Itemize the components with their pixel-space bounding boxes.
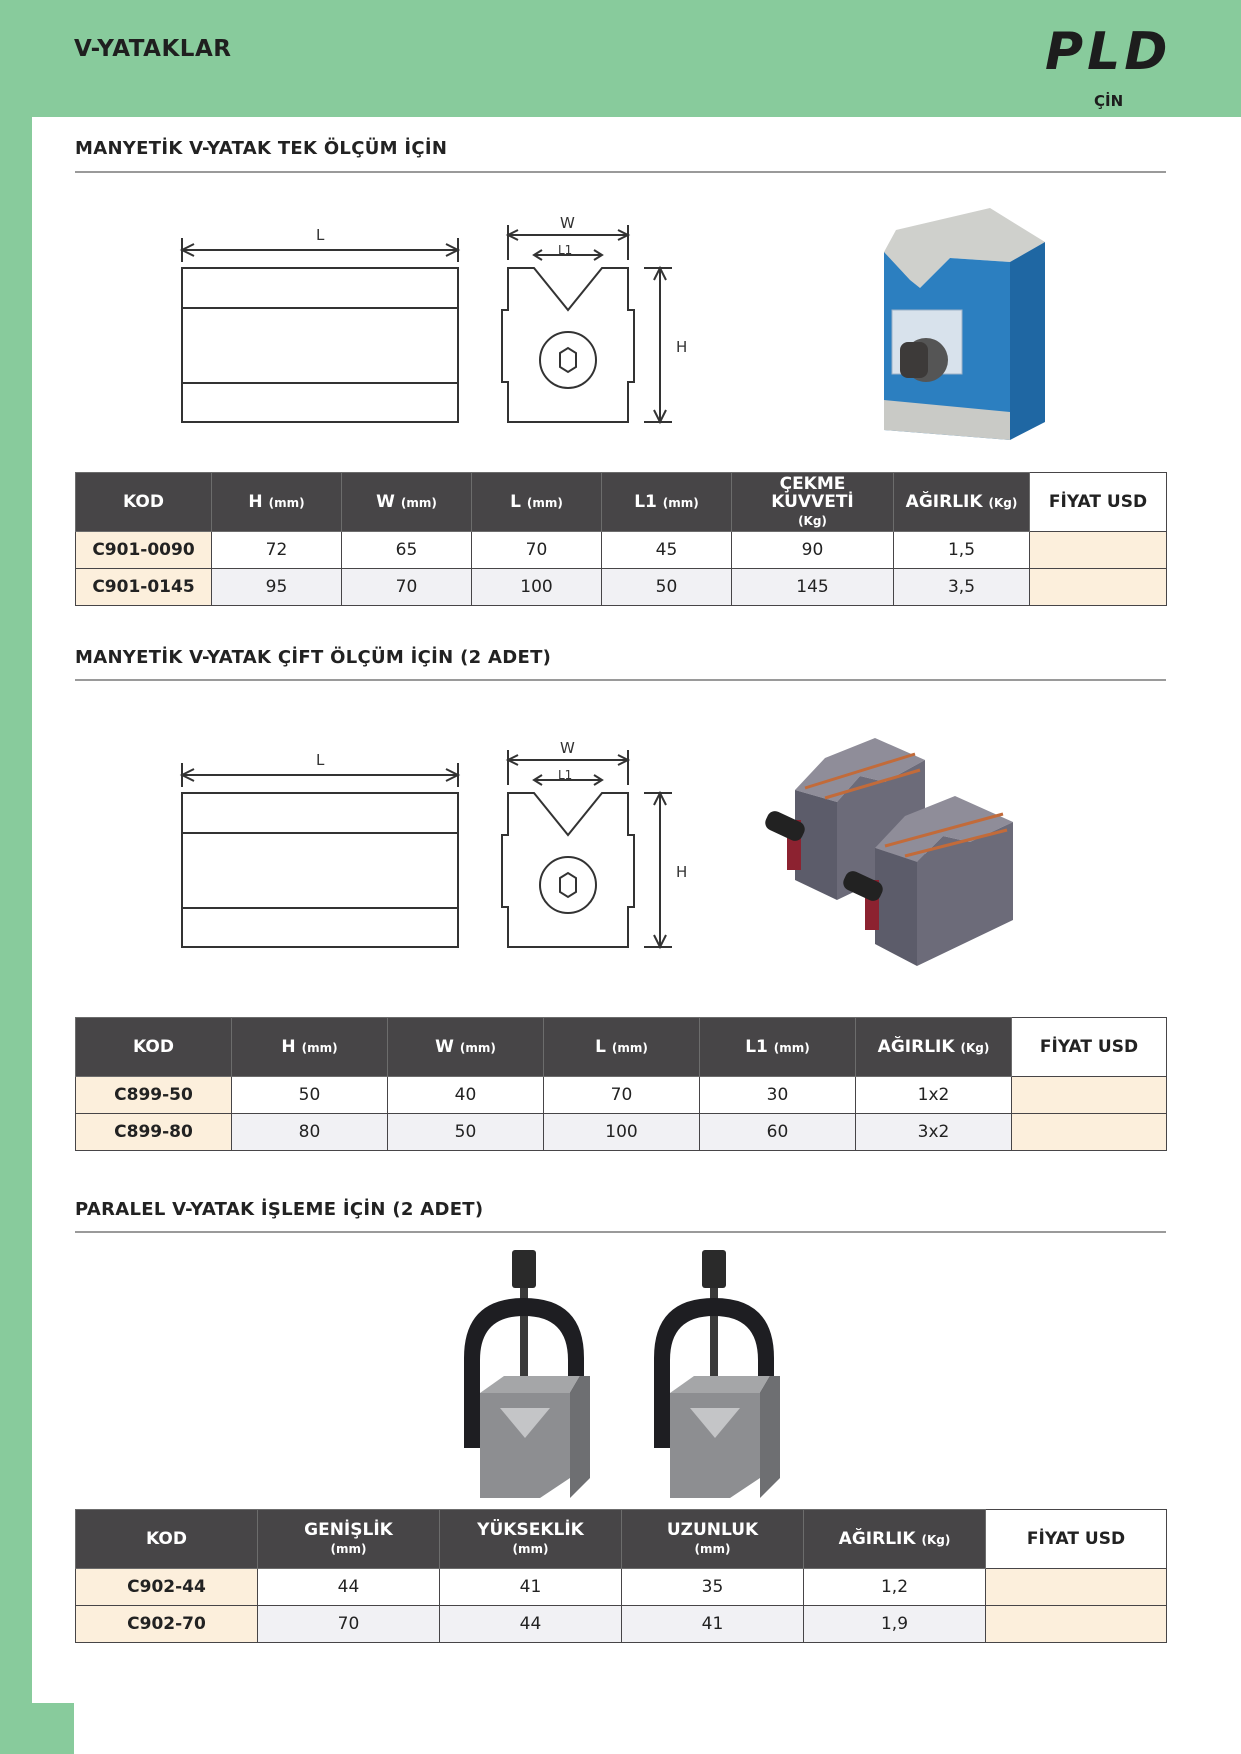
- origin-country: ÇİN: [1094, 92, 1124, 110]
- label-W: W: [560, 214, 575, 232]
- label-L: L: [316, 226, 325, 244]
- table-row: [76, 569, 1167, 606]
- col-header: KOD: [76, 473, 212, 532]
- brand-logo: PLD: [1045, 22, 1172, 82]
- table-header: [76, 1018, 1167, 1077]
- table-cell: 44: [258, 1569, 440, 1606]
- table-row: [76, 1114, 1167, 1151]
- table-cell: 65: [342, 532, 472, 569]
- table-cell: 80: [232, 1114, 388, 1151]
- table-row: [76, 1606, 1167, 1643]
- col-header-price: FİYAT USD: [1030, 473, 1167, 532]
- col-header: AĞIRLIK (Kg): [894, 473, 1030, 532]
- table-cell: 95: [212, 569, 342, 606]
- magnetic-v-block-photo: [860, 200, 1090, 445]
- table-cell: 45: [602, 532, 732, 569]
- col-header-price: FİYAT USD: [1012, 1018, 1167, 1077]
- table-cell: 41: [440, 1569, 622, 1606]
- col-header: H (mm): [212, 473, 342, 532]
- col-header: AĞIRLIK (Kg): [856, 1018, 1012, 1077]
- table-cell: 30: [700, 1077, 856, 1114]
- left-margin-band: [0, 0, 32, 1754]
- col-header: H (mm): [232, 1018, 388, 1077]
- label-L: L: [316, 751, 325, 769]
- table-cell: 1,5: [894, 532, 1030, 569]
- section-title: MANYETİK V-YATAK TEK ÖLÇÜM İÇİN: [75, 138, 448, 159]
- col-header: KOD: [76, 1018, 232, 1077]
- price-cell: [986, 1606, 1167, 1643]
- price-cell: [1012, 1077, 1167, 1114]
- table-cell: 50: [388, 1114, 544, 1151]
- col-header: L1 (mm): [602, 473, 732, 532]
- parallel-v-block-clamp-photo: [460, 1248, 790, 1503]
- product-code: C902-70: [76, 1606, 258, 1643]
- double-v-block-photo: [765, 730, 1055, 970]
- table-cell: 70: [472, 532, 602, 569]
- col-header: L (mm): [544, 1018, 700, 1077]
- col-header: W (mm): [388, 1018, 544, 1077]
- table-cell: 70: [544, 1077, 700, 1114]
- spec-table-parallel: [75, 1509, 1167, 1643]
- price-cell: [1030, 532, 1167, 569]
- table-cell: 70: [258, 1606, 440, 1643]
- section-divider: [75, 171, 1166, 173]
- table-header: [76, 473, 1167, 532]
- col-header: W (mm): [342, 473, 472, 532]
- price-cell: [986, 1569, 1167, 1606]
- table-cell: 100: [472, 569, 602, 606]
- table-cell: 70: [342, 569, 472, 606]
- table-cell: 3,5: [894, 569, 1030, 606]
- col-header: KOD: [76, 1510, 258, 1569]
- table-cell: 1x2: [856, 1077, 1012, 1114]
- table-cell: 145: [732, 569, 894, 606]
- technical-drawing-single: [170, 210, 690, 435]
- table-cell: 40: [388, 1077, 544, 1114]
- price-cell: [1030, 569, 1167, 606]
- table-row: [76, 532, 1167, 569]
- col-header: L (mm): [472, 473, 602, 532]
- col-header: ÇEKME KUVVETİ (Kg): [732, 473, 894, 532]
- section-divider: [75, 1231, 1166, 1233]
- product-code: C899-80: [76, 1114, 232, 1151]
- page-title: V-YATAKLAR: [74, 36, 232, 62]
- col-header: UZUNLUK (mm): [622, 1510, 804, 1569]
- label-W: W: [560, 739, 575, 757]
- section-divider: [75, 679, 1166, 681]
- table-row: [76, 1569, 1167, 1606]
- table-header: [76, 1510, 1167, 1569]
- price-cell: [1012, 1114, 1167, 1151]
- table-cell: 50: [232, 1077, 388, 1114]
- table-cell: 90: [732, 532, 894, 569]
- product-code: C899-50: [76, 1077, 232, 1114]
- table-cell: 72: [212, 532, 342, 569]
- footer-tab: [0, 1703, 74, 1754]
- label-L1: L1: [558, 768, 573, 782]
- col-header: L1 (mm): [700, 1018, 856, 1077]
- product-code: C901-0145: [76, 569, 212, 606]
- spec-table-double: [75, 1017, 1167, 1151]
- table-cell: 1,9: [804, 1606, 986, 1643]
- table-cell: 60: [700, 1114, 856, 1151]
- table-cell: 1,2: [804, 1569, 986, 1606]
- label-H: H: [676, 863, 688, 881]
- section-title: PARALEL V-YATAK İŞLEME İÇİN (2 ADET): [75, 1199, 484, 1220]
- product-code: C901-0090: [76, 532, 212, 569]
- col-header-price: FİYAT USD: [986, 1510, 1167, 1569]
- table-cell: 50: [602, 569, 732, 606]
- col-header: GENİŞLİK (mm): [258, 1510, 440, 1569]
- col-header: AĞIRLIK (Kg): [804, 1510, 986, 1569]
- table-cell: 100: [544, 1114, 700, 1151]
- table-cell: 44: [440, 1606, 622, 1643]
- spec-table-single: [75, 472, 1167, 606]
- table-row: [76, 1077, 1167, 1114]
- col-header: YÜKSEKLİK (mm): [440, 1510, 622, 1569]
- label-H: H: [676, 338, 688, 356]
- table-cell: 35: [622, 1569, 804, 1606]
- technical-drawing-double: [170, 735, 690, 960]
- product-code: C902-44: [76, 1569, 258, 1606]
- table-cell: 41: [622, 1606, 804, 1643]
- table-cell: 3x2: [856, 1114, 1012, 1151]
- section-title: MANYETİK V-YATAK ÇİFT ÖLÇÜM İÇİN (2 ADET): [75, 647, 552, 668]
- label-L1: L1: [558, 243, 573, 257]
